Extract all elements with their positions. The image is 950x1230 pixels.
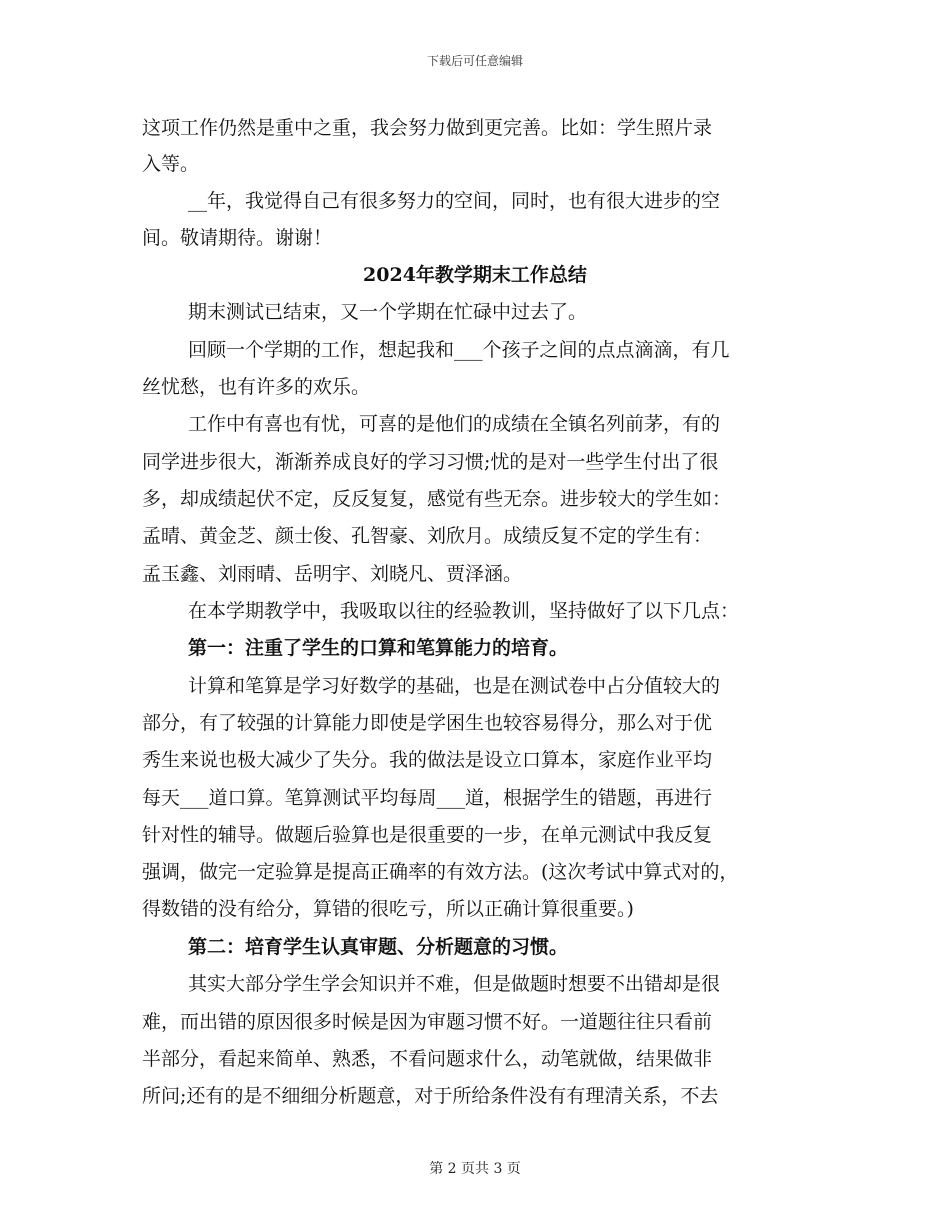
paragraph-line: 计算和笔算是学习好数学的基础，也是在测试卷中占分值较大的 [188,675,721,697]
paragraph-line: 期末测试已结束，又一个学期在忙碌中过去了。 [188,301,588,323]
paragraph-line: 孟玉鑫、刘雨晴、岳明宇、刘晓凡、贾泽涵。 [142,563,523,585]
paragraph-line: 在本学期教学中，我吸取以往的经验教训，坚持做好了以下几点： [188,600,740,622]
paragraph-line: 得数错的没有给分，算错的很吃亏，所以正确计算很重要。) [142,898,634,920]
paragraph-line: 入等。 [142,153,200,175]
paragraph-line: 其实大部分学生学会知识并不难，但是做题时想要不出错却是很 [188,973,721,995]
paragraph-line: 孟晴、黄金芝、颜士俊、孔智豪、刘欣月。成绩反复不定的学生有： [142,525,713,547]
paragraph-line: 秀生来说也极大减少了失分。我的做法是设立口算本，家庭作业平均 [142,749,713,771]
paragraph-line: 这项工作仍然是重中之重，我会努力做到更完善。比如：学生照片录 [142,117,713,139]
paragraph-line: 每天___道口算。笔算测试平均每周___道，根据学生的错题，再进行 [142,787,713,809]
paragraph-line: 间。敬请期待。谢谢！ [142,227,333,249]
paragraph-line: 难，而出错的原因很多时候是因为审题习惯不好。一道题往往只看前 [142,1011,713,1033]
paragraph-line: 所问;还有的是不细细分析题意，对于所给条件没有有理清关系，不去 [142,1085,719,1107]
paragraph-line: 强调，做完一定验算是提高正确率的有效方法。(这次考试中算式对的， [142,861,739,883]
paragraph-line: 工作中有喜也有忧，可喜的是他们的成绩在全镇名列前茅，有的 [188,413,721,435]
paragraph-line: 丝忧愁，也有许多的欢乐。 [142,376,371,398]
page-header: 下载后可任意编辑 [426,54,523,68]
page-footer: 第 2 页共 3 页 [429,1161,521,1177]
point-heading-1: 第一：注重了学生的口算和笔算能力的培育。 [188,637,569,659]
paragraph-line: __年，我觉得自己有很多努力的空间，同时，也有很大进步的空 [188,190,721,212]
paragraph-line: 回顾一个学期的工作，想起我和___个孩子之间的点点滴滴，有几 [188,339,730,361]
paragraph-line: 部分，有了较强的计算能力即使是学困生也较容易得分，那么对于优 [142,712,713,734]
paragraph-line: 同学进步很大，渐渐养成良好的学习习惯;忧的是对一些学生付出了很 [142,451,719,473]
paragraph-line: 针对性的辅导。做题后验算也是很重要的一步，在单元测试中我反复 [142,824,713,846]
section-title: 2024年教学期末工作总结 [363,264,587,286]
point-heading-2: 第二：培育学生认真审题、分析题意的习惯。 [188,936,569,958]
paragraph-line: 多，却成绩起伏不定，反反复复，感觉有些无奈。进步较大的学生如： [142,488,732,510]
paragraph-line: 半部分，看起来简单、熟悉，不看问题求什么，动笔就做，结果做非 [142,1048,713,1070]
